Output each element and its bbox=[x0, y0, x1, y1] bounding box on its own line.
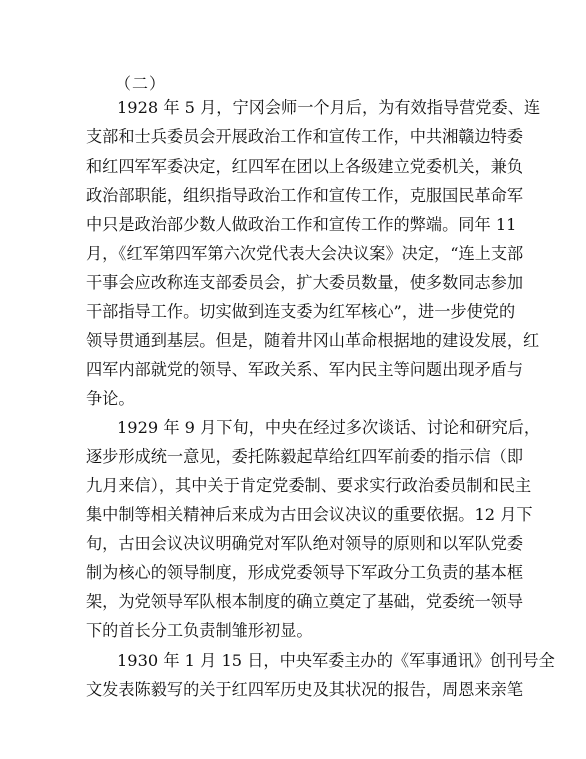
paragraph-2-line-8: 下的首长分工负责制雏形初显。 bbox=[86, 621, 313, 640]
paragraph-2-line-2: 逐步形成统一意见，委托陈毅起草给红四军前委的指示信（即 bbox=[86, 447, 524, 466]
paragraph-3-line-2: 文发表陈毅写的关于红四军历史及其状况的报告，周恩来亲笔 bbox=[86, 680, 524, 699]
section-heading: （二） bbox=[115, 74, 167, 93]
paragraph-2-line-3: 九月来信），其中关于肯定党委制、要求实行政治委员制和民主 bbox=[86, 476, 532, 495]
paragraph-2-line-6: 制为核心的领导制度，形成党委领导下军政分工负责的基本框 bbox=[86, 563, 524, 582]
paragraph-2-line-7: 架，为党领导军队根本制度的确立奠定了基础，党委统一领导 bbox=[86, 592, 524, 611]
paragraph-1-line-11: 争论。 bbox=[86, 389, 135, 408]
paragraph-1-line-1: 1928 年 5 月，宁冈会师一个月后，为有效指导营党委、连 bbox=[117, 98, 541, 117]
paragraph-1-line-7: 干事会应改称连支部委员会，扩大委员数量，使多数同志参加 bbox=[86, 273, 524, 292]
paragraph-1-line-8: 干部指导工作。切实做到连支委为红军核心”，进一步使党的 bbox=[86, 302, 516, 321]
paragraph-2-line-5: 旬，古田会议决议明确党对军队绝对领导的原则和以军队党委 bbox=[86, 534, 524, 553]
paragraph-1-line-2: 支部和士兵委员会开展政治工作和宣传工作，中共湘赣边特委 bbox=[86, 127, 524, 146]
paragraph-1-line-3: 和红四军军委决定，红四军在团以上各级建立党委机关，兼负 bbox=[86, 157, 524, 176]
paragraph-2-line-1: 1929 年 9 月下旬，中央在经过多次谈话、讨论和研究后， bbox=[117, 418, 541, 437]
paragraph-1-line-9: 领导贯通到基层。但是，随着井冈山革命根据地的建设发展，红 bbox=[86, 331, 540, 350]
paragraph-1-line-5: 中只是政治部少数人做政治工作和宣传工作的弊端。同年 11 bbox=[86, 215, 517, 234]
paragraph-2-line-4: 集中制等相关精神后来成为古田会议决议的重要依据。12 月下 bbox=[86, 505, 533, 524]
paragraph-1-line-6: 月，《红军第四军第六次党代表大会决议案》决定，“连上支部 bbox=[86, 244, 524, 263]
paragraph-1-line-10: 四军内部就党的领导、军政关系、军内民主等问题出现矛盾与 bbox=[86, 360, 524, 379]
paragraph-3-line-1: 1930 年 1 月 15 日，中央军委主办的《军事通讯》创刊号全 bbox=[117, 651, 555, 670]
paragraph-1-line-4: 政治部职能，组织指导政治工作和宣传工作，克服国民革命军 bbox=[86, 186, 524, 205]
